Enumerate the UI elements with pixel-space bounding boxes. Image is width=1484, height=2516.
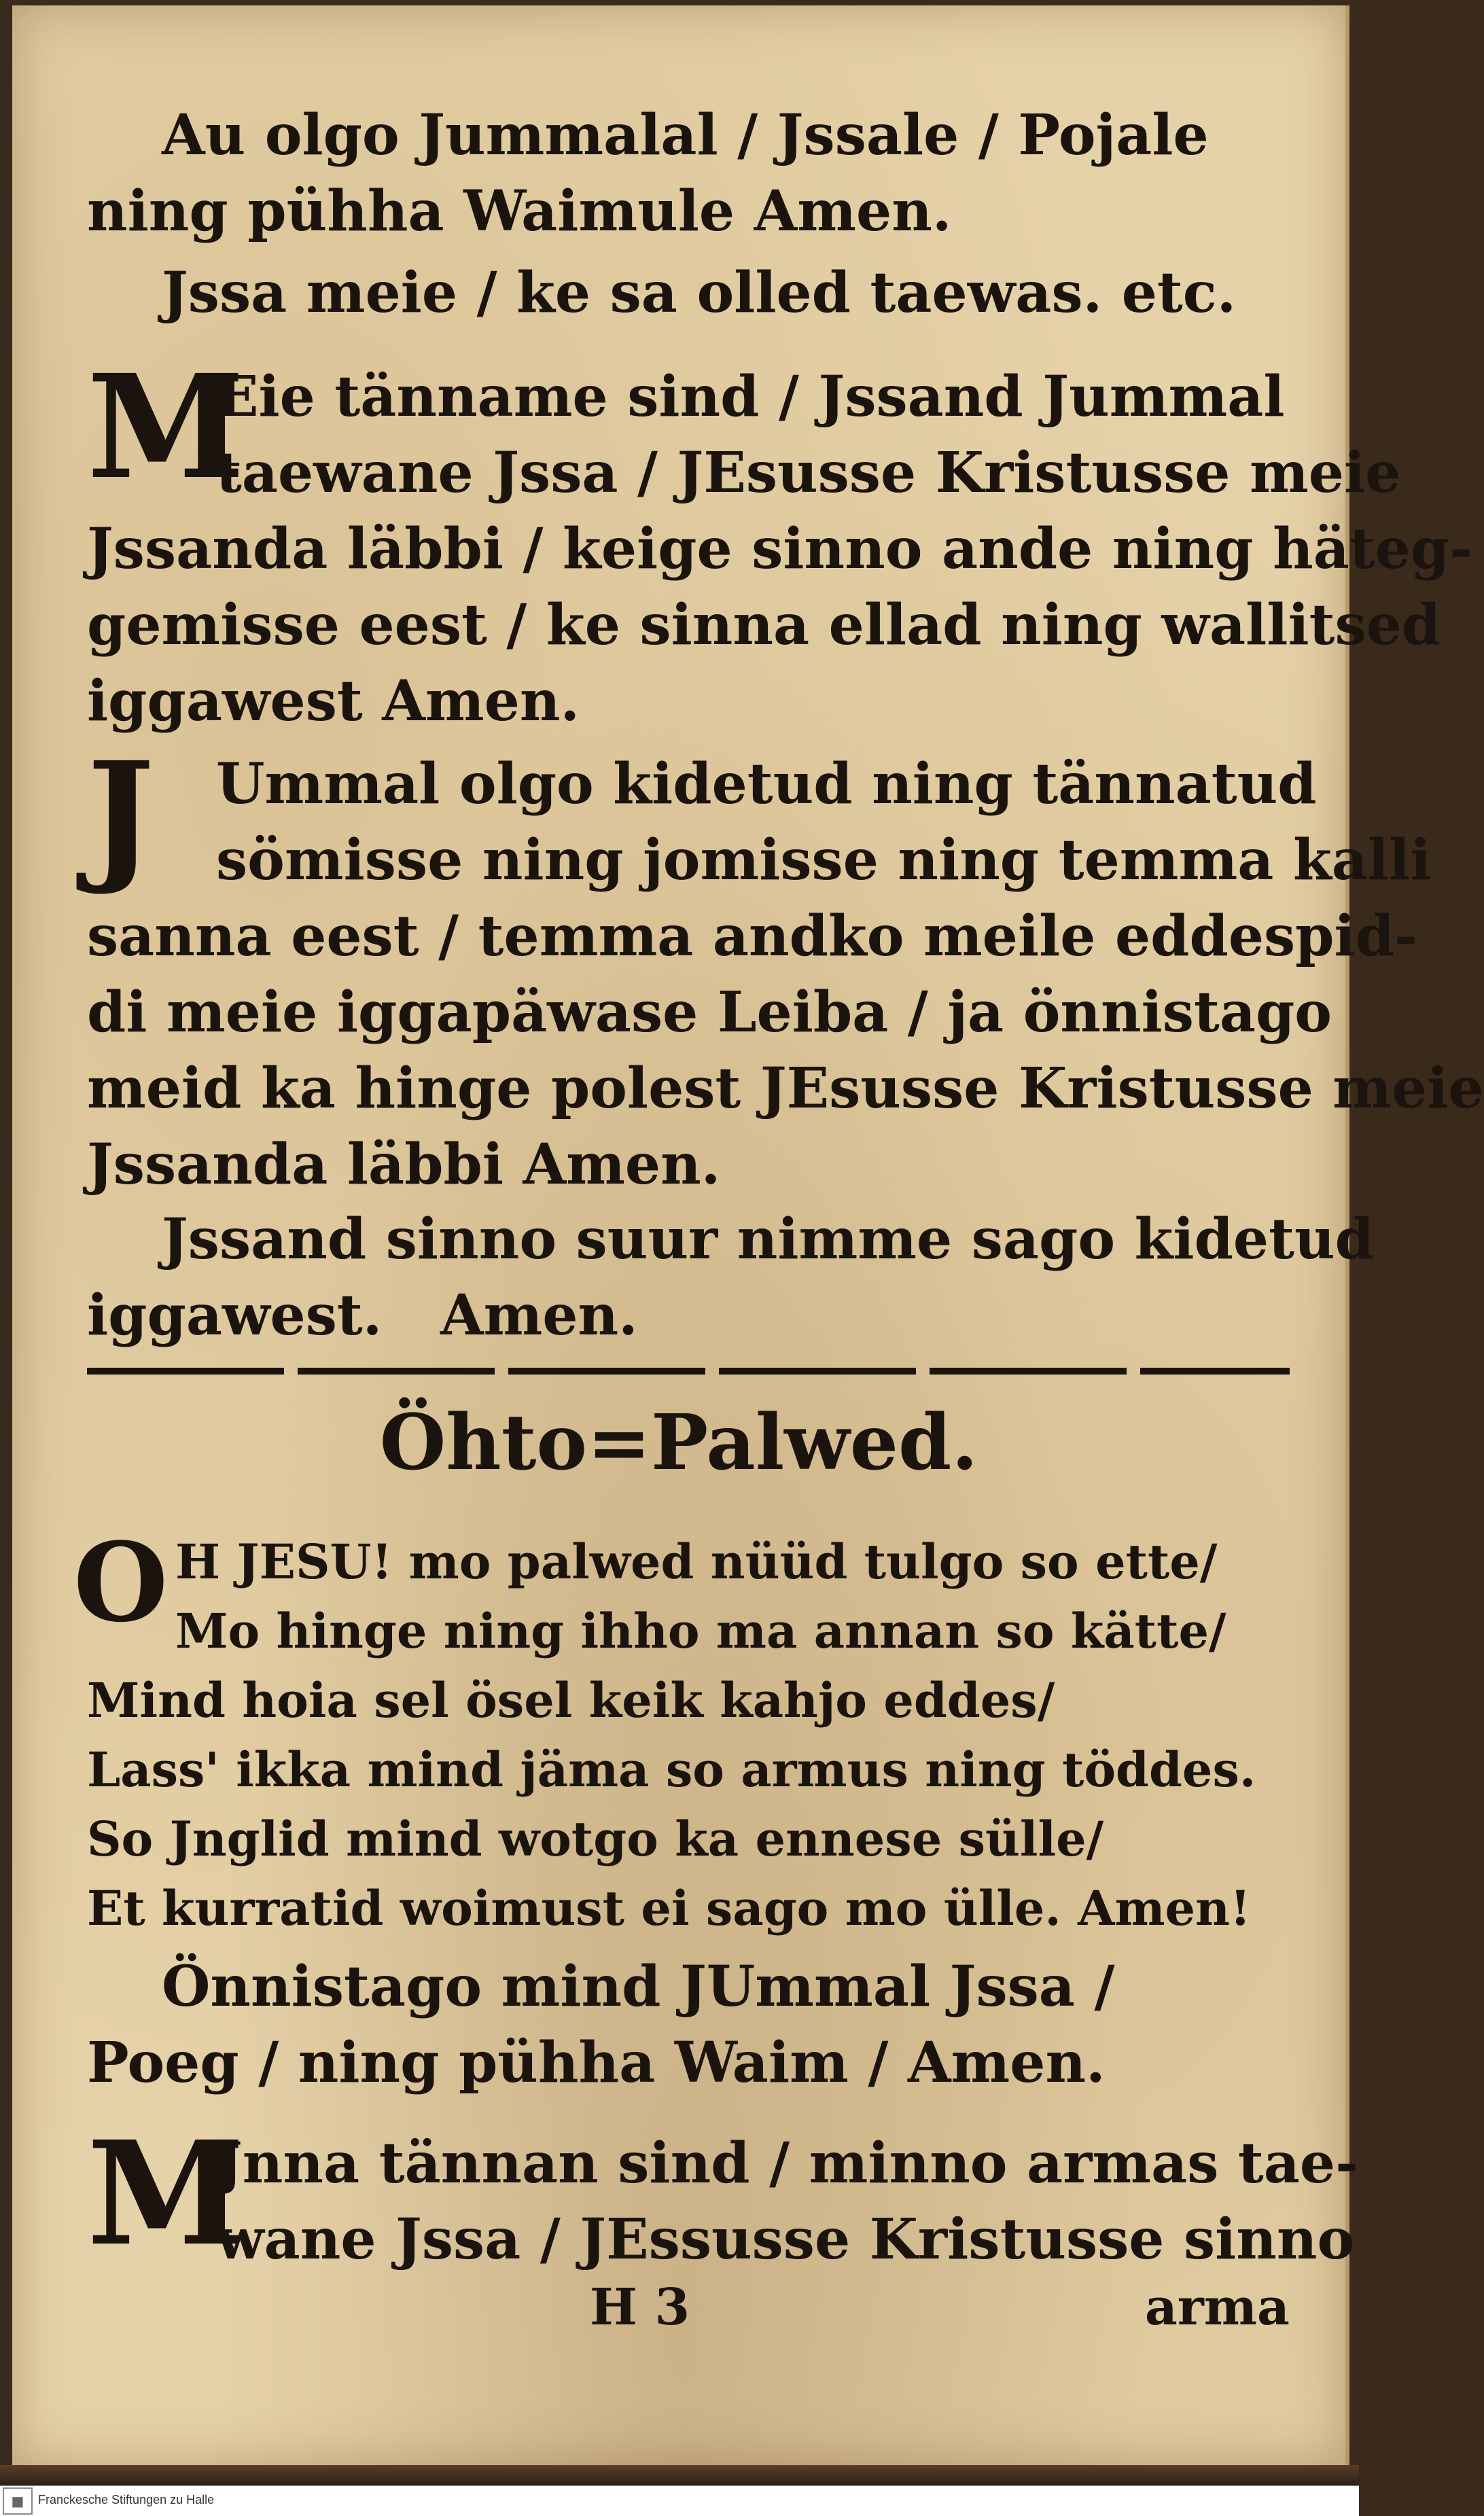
poem-line: Lass' ikka mind jäma so armus ning töddes.: [87, 1741, 1256, 1798]
prayer-block-5: [87, 2110, 1359, 2278]
blessing-block: [87, 1949, 1303, 2101]
text-line: iggawest Amen.: [87, 669, 580, 734]
text-line: Önnistago mind JUmmal Jssa /: [162, 1954, 1115, 2019]
poem-line: Mo hinge ning ihho ma annan so kätte/: [175, 1603, 1226, 1659]
text-line: gemisse eest / ke sinna ellad ning wallitsed: [87, 592, 1441, 658]
text-line: taewane Jssa / JEsusse Kristusse meie: [216, 440, 1401, 506]
book-page: [12, 5, 1484, 2465]
text-line: sömisse ning jomisse ning temma kalli: [216, 828, 1432, 893]
section-title: Öhto=Palwed.: [379, 1398, 978, 1487]
poem-line: Et kurratid woimust ei sago mo ülle. Amen!: [87, 1880, 1251, 1936]
footer-credit: Franckesche Stiftungen zu Halle: [38, 2493, 215, 2506]
dropcap-paragraph: [87, 730, 1432, 898]
book-edge: [0, 2465, 1359, 2485]
poem-line: H JESU! mo palwed nüüd tulgo so ette/: [175, 1534, 1218, 1590]
signature-mark: H 3: [590, 2278, 690, 2337]
text-line: ning pühha Waimule Amen.: [87, 179, 952, 244]
evening-poem: [73, 1519, 1303, 1943]
prayer-block-4: [87, 1201, 1374, 1353]
lords-prayer-line: Jssa meie / ke sa olled taewas. etc.: [162, 260, 1237, 325]
dropcap-letter: J: [87, 730, 155, 898]
text-line: meid ka hinge polest JEsusse Kristusse meie: [87, 1056, 1484, 1121]
dropcap-letter: O: [73, 1519, 169, 1646]
text-line: Jnna tännan sind / minno armas tae-: [216, 2131, 1359, 2196]
text-line: wane Jssa / JEssusse Kristusse sinno: [216, 2207, 1355, 2272]
dropcap-paragraph: [73, 1519, 1303, 1666]
poem-line: Mind hoia sel ösel keik kahjo eddes/: [87, 1672, 1055, 1729]
dropcap-paragraph: [87, 343, 1401, 511]
dropcap-paragraph: [87, 2110, 1359, 2278]
text-line: Jssand sinno suur nimme sago kidetud: [162, 1207, 1374, 1272]
section-divider: [87, 1368, 1290, 1375]
text-line: sanna eest / temma andko meile eddespid-: [87, 904, 1418, 969]
prayer-block-1: [87, 97, 1303, 331]
text-line: Jssanda läbbi Amen.: [87, 1132, 721, 1197]
text-line: di meie iggapäwase Leiba / ja önnistago: [87, 980, 1332, 1045]
text-line: Jssanda läbbi / keige sinno ande ning häteg-: [87, 516, 1473, 582]
viewer-footer: [0, 2485, 1359, 2516]
text-line: Poeg / ning pühha Waim / Amen.: [87, 2030, 1106, 2095]
poem-line: So Jnglid mind wotgo ka ennese sülle/: [87, 1811, 1104, 1867]
prayer-block-2: [87, 343, 1473, 739]
institution-logo-icon: ■: [3, 2487, 33, 2515]
text-line: iggawest. Amen.: [87, 1283, 638, 1348]
dropcap-letter: M: [87, 2110, 245, 2278]
text-line: Ummal olgo kidetud ning tännatud: [216, 751, 1317, 817]
prayer-block-3: [87, 730, 1484, 1203]
dropcap-letter: M: [87, 343, 245, 511]
text-line: Au olgo Jummalal / Jssale / Pojale: [162, 103, 1209, 168]
catchword: arma: [1144, 2278, 1290, 2337]
text-line: Eie tänname sind / Jssand Jummal: [216, 364, 1285, 429]
